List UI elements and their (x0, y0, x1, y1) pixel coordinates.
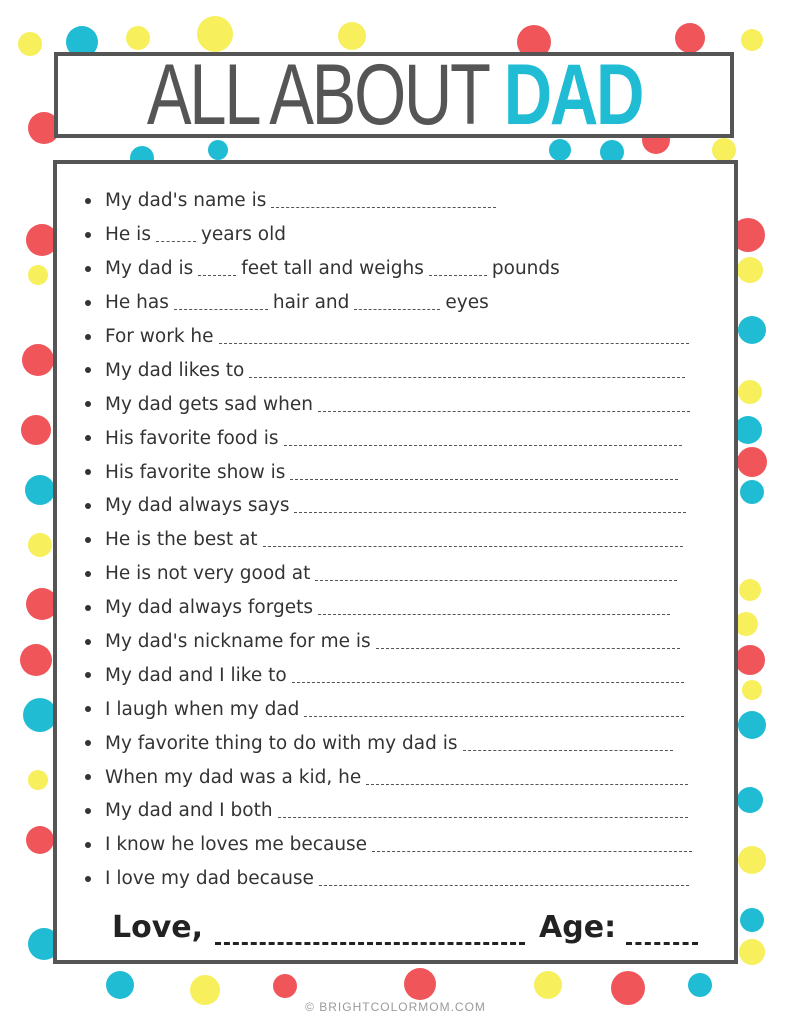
title-part-all-about: ALL ABOUT (146, 47, 487, 143)
prompt-item: I love my dad because (85, 862, 697, 896)
bullet-icon (85, 672, 91, 678)
answer-blank[interactable] (198, 261, 236, 276)
prompt-item: His favorite food is (85, 421, 697, 455)
answer-blank[interactable] (372, 837, 692, 852)
answer-blank[interactable] (366, 770, 688, 785)
answer-blank[interactable] (278, 803, 688, 818)
answer-blank[interactable] (249, 363, 685, 378)
bullet-icon (85, 198, 91, 204)
prompt-item: I know he loves me because (85, 828, 697, 862)
prompt-item: He is the best at (85, 523, 697, 557)
prompt-item: My dad and I both (85, 794, 697, 828)
prompt-list (85, 184, 697, 896)
prompt-item: My dad always forgets (85, 591, 697, 625)
answer-blank[interactable] (271, 193, 496, 208)
love-label: Love, (112, 910, 204, 945)
bullet-icon (85, 469, 91, 475)
copyright-text: © BRIGHTCOLORMOM.COM (305, 1000, 486, 1014)
prompt-item: He is not very good at (85, 557, 697, 591)
answer-blank[interactable] (292, 668, 684, 683)
bullet-icon (85, 571, 91, 577)
answer-blank[interactable] (463, 736, 673, 751)
bullet-icon (85, 740, 91, 746)
name-blank[interactable] (215, 920, 525, 945)
bullet-icon (85, 706, 91, 712)
answer-blank[interactable] (318, 600, 670, 615)
answer-blank[interactable] (429, 261, 487, 276)
age-label: Age: (539, 910, 617, 945)
bullet-icon (85, 401, 91, 407)
bullet-icon (85, 435, 91, 441)
answer-blank[interactable] (319, 871, 689, 886)
bullet-icon (85, 334, 91, 340)
prompt-item: My dad's nickname for me is (85, 625, 697, 659)
answer-blank[interactable] (304, 702, 684, 717)
bullet-icon (85, 266, 91, 272)
answer-blank[interactable] (376, 634, 680, 649)
bullet-icon (85, 876, 91, 882)
answer-blank[interactable] (315, 566, 677, 581)
age-blank[interactable] (626, 920, 698, 945)
prompt-item: My dad likes to (85, 353, 697, 387)
answer-blank[interactable] (219, 329, 689, 344)
prompt-item: My dad's name is (85, 184, 697, 218)
bullet-icon (85, 537, 91, 543)
answer-blank[interactable] (284, 431, 682, 446)
bullet-icon (85, 367, 91, 373)
prompt-item: My dad and I like to (85, 658, 697, 692)
prompt-item: My dad always says (85, 489, 697, 523)
prompt-item: He is years old (85, 218, 697, 252)
bullet-icon (85, 774, 91, 780)
answer-blank[interactable] (294, 498, 686, 513)
bullet-icon (85, 605, 91, 611)
questionnaire-panel (53, 160, 738, 964)
prompt-item: He has hair and eyes (85, 286, 697, 320)
bullet-icon (85, 300, 91, 306)
bullet-icon (85, 842, 91, 848)
prompt-item: I laugh when my dad (85, 692, 697, 726)
prompt-item: His favorite show is (85, 455, 697, 489)
answer-blank[interactable] (174, 295, 268, 310)
prompt-item: For work he (85, 320, 697, 354)
bullet-icon (85, 503, 91, 509)
page-title (146, 47, 642, 143)
signature-row (112, 910, 698, 945)
prompt-item: When my dad was a kid, he (85, 760, 697, 794)
prompt-item: My dad gets sad when (85, 387, 697, 421)
answer-blank[interactable] (290, 465, 678, 480)
bullet-icon (85, 639, 91, 645)
answer-blank[interactable] (263, 532, 683, 547)
answer-blank[interactable] (156, 227, 196, 242)
bullet-icon (85, 232, 91, 238)
answer-blank[interactable] (354, 295, 440, 310)
title-banner (54, 47, 734, 143)
prompt-item: My favorite thing to do with my dad is (85, 726, 697, 760)
title-part-dad: DAD (503, 47, 642, 143)
bullet-icon (85, 808, 91, 814)
answer-blank[interactable] (318, 397, 690, 412)
prompt-item: My dad is feet tall and weighs pounds (85, 252, 697, 286)
